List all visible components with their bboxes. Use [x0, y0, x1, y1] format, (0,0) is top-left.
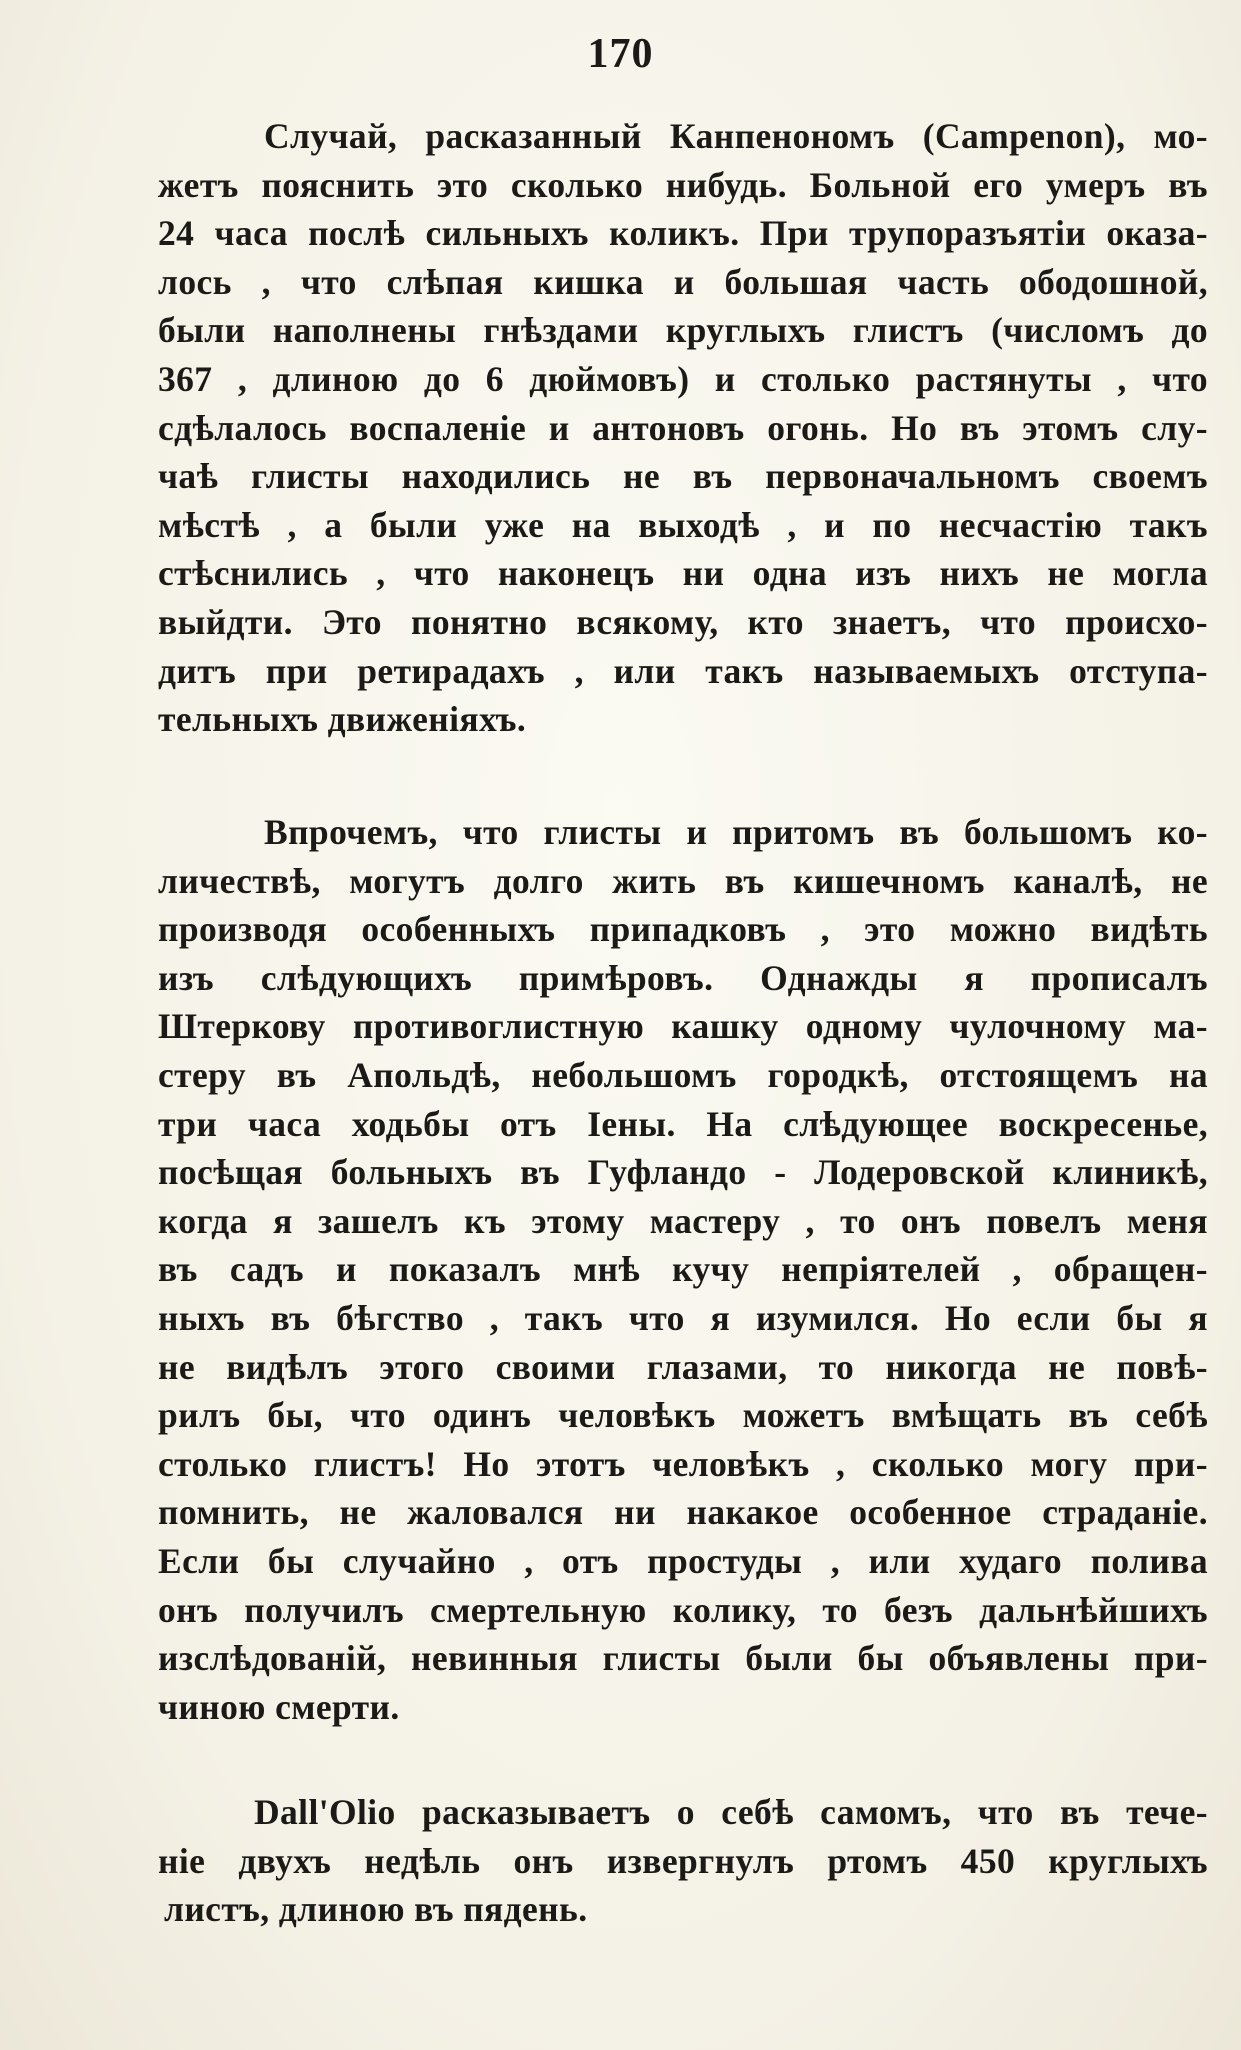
text-line: посѣщая больныхъ въ Гуфландо - Лодеровской клиникѣ, — [158, 1152, 1208, 1193]
paragraph-3 — [158, 1788, 1208, 1934]
text-line: дитъ при ретирадахъ , или такъ называемыхъ отступа- — [158, 650, 1208, 691]
text-line: три часа ходьбы отъ Іены. На слѣдующее воскресенье, — [158, 1103, 1208, 1144]
text-line: жетъ пояснить это сколько нибудь. Больной его умеръ въ — [158, 164, 1208, 205]
text-line: изслѣдованій, невинныя глисты были бы объявлены при- — [158, 1638, 1208, 1679]
text-line: Случай, расказанный Канпенономъ (Campenon), мо- — [264, 116, 1208, 156]
text-line: Dall'Olio расказываетъ о себѣ самомъ, что въ тече- — [254, 1792, 1208, 1832]
text-line: были наполнены гнѣздами круглыхъ глистъ (числомъ до — [158, 310, 1208, 351]
text-line: листъ, длиною въ пядень. — [164, 1889, 588, 1930]
text-line: стеру въ Апольдѣ, небольшомъ городкѣ, отстоящемъ на — [158, 1054, 1208, 1095]
text-line: чиною смерти. — [158, 1686, 400, 1727]
text-line: сдѣлалось воспаленіе и антоновъ огонь. Но въ этомъ слу- — [158, 407, 1208, 448]
text-line: мѣстѣ , а были уже на выходѣ , и по несчастію такъ — [158, 504, 1208, 545]
text-line: 24 часа послѣ сильныхъ коликъ. При трупоразъятіи оказа- — [158, 213, 1208, 254]
text-line: въ садъ и показалъ мнѣ кучу непріятелей , обращен- — [158, 1249, 1208, 1290]
text-line: изъ слѣдующихъ примѣровъ. Однажды я прописалъ — [158, 957, 1208, 998]
text-line: личествѣ, могутъ долго жить въ кишечномъ каналѣ, не — [158, 860, 1208, 901]
text-line: 367 , длиною до 6 дюймовъ) и столько растянуты , что — [158, 358, 1208, 399]
text-line: столько глистъ! Но этотъ человѣкъ , сколько могу при- — [158, 1443, 1208, 1484]
text-line: ніе двухъ недѣль онъ извергнулъ ртомъ 450 круглыхъ — [158, 1840, 1208, 1881]
text-line: чаѣ глисты находились не въ первоначальномъ своемъ — [158, 456, 1208, 497]
text-line: ныхъ въ бѣгство , такъ что я изумился. Но если бы я — [158, 1297, 1208, 1338]
text-line: Впрочемъ, что глисты и притомъ въ большомъ ко- — [264, 812, 1208, 852]
text-line: тельныхъ движеніяхъ. — [158, 699, 527, 740]
text-line: не видѣлъ этого своими глазами, то никогда не повѣ- — [158, 1346, 1208, 1387]
text-line: Если бы случайно , отъ простуды , или худаго полива — [158, 1540, 1208, 1581]
text-line: когда я зашелъ къ этому мастеру , то онъ повелъ меня — [158, 1200, 1208, 1241]
text-line: Штеркову противоглистную кашку одному чулочному ма- — [158, 1006, 1208, 1047]
paragraph-1 — [158, 112, 1208, 744]
text-line: стѣснились , что наконецъ ни одна изъ нихъ не могла — [158, 553, 1208, 594]
text-line: онъ получилъ смертельную колику, то безъ дальнѣйшихъ — [158, 1589, 1208, 1630]
text-line: выйдти. Это понятно всякому, кто знаетъ, что происхо- — [158, 601, 1208, 642]
text-line: рилъ бы, что одинъ человѣкъ можетъ вмѣщать въ себѣ — [158, 1395, 1208, 1436]
text-line: лось , что слѣпая кишка и большая часть ободошной, — [158, 261, 1208, 302]
page-number: 170 — [587, 31, 654, 77]
text-line: производя особенныхъ припадковъ , это можно видѣть — [158, 909, 1208, 950]
text-line: помнить, не жаловался ни накакое особенное страданіе. — [158, 1492, 1208, 1533]
paragraph-2 — [158, 808, 1208, 1731]
